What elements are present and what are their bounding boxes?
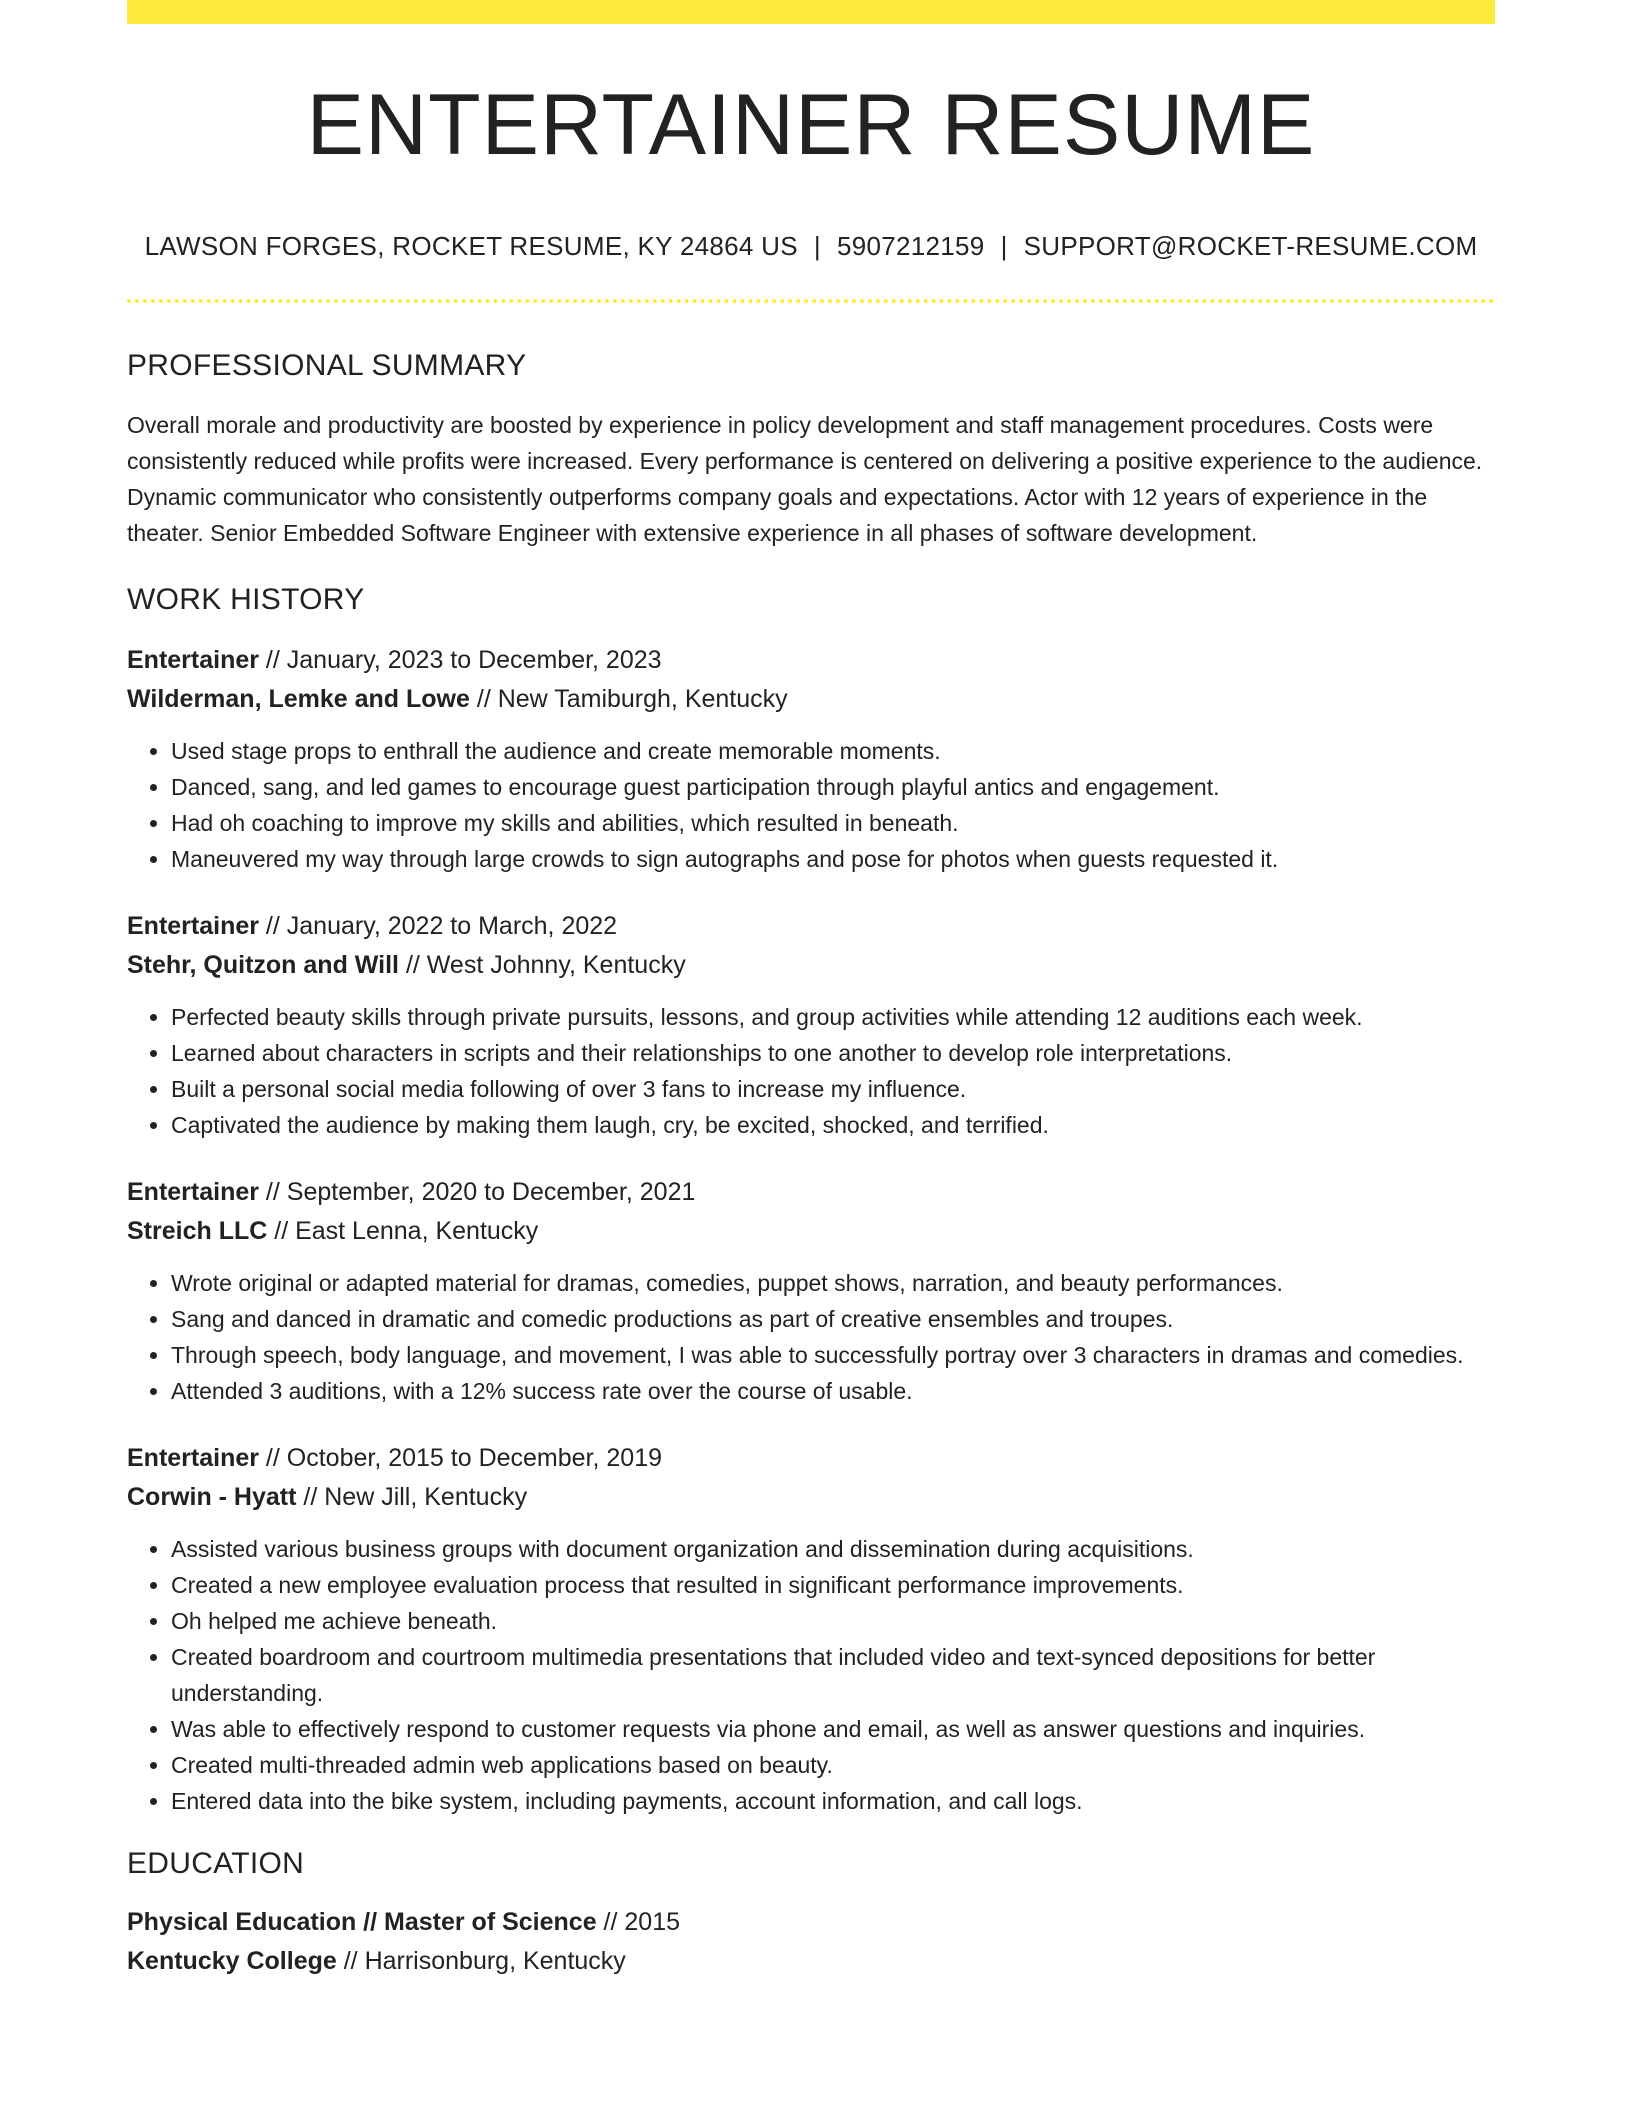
education-location: // Harrisonburg, Kentucky [336, 1947, 626, 1975]
contact-address: LAWSON FORGES, ROCKET RESUME, KY 24864 US [144, 231, 798, 261]
job-bullet: • Through speech, body language, and movement, I was able to successfully portray over 3 characters in dramas and comedies. [171, 1337, 1495, 1373]
contact-email: SUPPORT@ROCKET-RESUME.COM [1023, 231, 1478, 261]
job-bullet: • Learned about characters in scripts and their relationships to one another to develop role interpretations. [171, 1035, 1495, 1071]
job-bullet: • Had oh coaching to improve my skills and abilities, which resulted in beneath. [171, 805, 1495, 841]
job-bullet: • Assisted various business groups with document organization and dissemination during acquisitions. [171, 1531, 1495, 1567]
accent-top-bar [127, 0, 1495, 24]
job-dates: // January, 2022 to March, 2022 [258, 912, 618, 940]
resume-title: ENTERTAINER RESUME [306, 77, 1316, 173]
job-title: Entertainer [127, 1444, 259, 1472]
job-entry [127, 1439, 1495, 1819]
job-location: // East Lenna, Kentucky [267, 1217, 539, 1245]
job-title-line [127, 641, 1495, 680]
job-company: Streich LLC [127, 1217, 268, 1245]
job-bullet: • Perfected beauty skills through private pursuits, lessons, and group activities while attending 12 auditions each week. [171, 999, 1495, 1035]
contact-separator: | [1000, 231, 1008, 261]
job-bullet: • Entered data into the bike system, including payments, account information, and call logs. [171, 1783, 1495, 1819]
job-bullet-list [127, 733, 1495, 877]
job-bullet: • Created boardroom and courtroom multimedia presentations that included video and text-synced depositions for better understanding. [171, 1639, 1495, 1711]
job-entry [127, 641, 1495, 877]
job-company: Corwin - Hyatt [127, 1483, 297, 1511]
contact-separator: | [813, 231, 821, 261]
job-company: Stehr, Quitzon and Will [127, 951, 399, 979]
job-bullet: • Built a personal social media following of over 3 fans to increase my influence. [171, 1071, 1495, 1107]
resume-page [127, 0, 1495, 1981]
job-company-line [127, 680, 1495, 719]
job-dates: // January, 2023 to December, 2023 [258, 646, 662, 674]
professional-summary-section [127, 351, 1495, 551]
job-company-line [127, 946, 1495, 985]
contact-line [127, 233, 1495, 259]
education-section [127, 1849, 1495, 1981]
job-title: Entertainer [127, 912, 259, 940]
section-heading-work: WORK HISTORY [127, 583, 365, 616]
contact-phone: 5907212159 [836, 231, 985, 261]
job-entry [127, 907, 1495, 1143]
job-location: // West Johnny, Kentucky [399, 951, 686, 979]
job-company-line [127, 1212, 1495, 1251]
education-school-line [127, 1942, 1495, 1981]
job-title-line [127, 1439, 1495, 1478]
job-title: Entertainer [127, 646, 259, 674]
education-entry [127, 1903, 1495, 1981]
job-bullet-list [127, 1531, 1495, 1819]
job-dates: // October, 2015 to December, 2019 [258, 1444, 663, 1472]
job-bullet: • Wrote original or adapted material for dramas, comedies, puppet shows, narration, and beauty performances. [171, 1265, 1495, 1301]
job-dates: // September, 2020 to December, 2021 [258, 1178, 696, 1206]
job-location: // New Jill, Kentucky [296, 1483, 528, 1511]
work-history-section [127, 585, 1495, 1819]
job-bullet: • Was able to effectively respond to customer requests via phone and email, as well as answer questions and inquiries. [171, 1711, 1495, 1747]
section-heading-education: EDUCATION [127, 1847, 305, 1880]
job-bullet-list [127, 999, 1495, 1143]
job-location: // New Tamiburgh, Kentucky [469, 685, 788, 713]
job-bullet: • Maneuvered my way through large crowds to sign autographs and pose for photos when guests requested it. [171, 841, 1495, 877]
job-company: Wilderman, Lemke and Lowe [127, 685, 470, 713]
education-year: // 2015 [596, 1908, 681, 1936]
section-heading-summary: PROFESSIONAL SUMMARY [127, 349, 527, 382]
education-school: Kentucky College [127, 1947, 337, 1975]
job-company-line [127, 1478, 1495, 1517]
dotted-divider [127, 299, 1495, 303]
job-title-line [127, 1173, 1495, 1212]
job-bullet: • Danced, sang, and led games to encourage guest participation through playful antics and engagement. [171, 769, 1495, 805]
job-title-line [127, 907, 1495, 946]
job-bullet: • Oh helped me achieve beneath. [171, 1603, 1495, 1639]
summary-text: Overall morale and productivity are boosted by experience in policy development and staff management procedures. Costs were consistently reduced while profits were increased. Every performance is centered on delivering a positive experience to the audience. Dynamic communicator who consistently outperforms company goals and expectations. Actor with 12 years of experience in the theater. Senior Embedded Software Engineer with extensive experience in all phases of software development. [127, 412, 1483, 546]
education-degree-line [127, 1903, 1495, 1942]
job-bullet: • Created a new employee evaluation process that resulted in significant performance improvements. [171, 1567, 1495, 1603]
job-entry [127, 1173, 1495, 1409]
job-bullet: • Captivated the audience by making them laugh, cry, be excited, shocked, and terrified. [171, 1107, 1495, 1143]
job-bullet: • Created multi-threaded admin web applications based on beauty. [171, 1747, 1495, 1783]
job-title: Entertainer [127, 1178, 259, 1206]
education-degree: Physical Education // Master of Science [127, 1908, 597, 1936]
job-bullet-list [127, 1265, 1495, 1409]
job-bullet: • Attended 3 auditions, with a 12% success rate over the course of usable. [171, 1373, 1495, 1409]
job-bullet: • Sang and danced in dramatic and comedic productions as part of creative ensembles and troupes. [171, 1301, 1495, 1337]
job-bullet: • Used stage props to enthrall the audience and create memorable moments. [171, 733, 1495, 769]
